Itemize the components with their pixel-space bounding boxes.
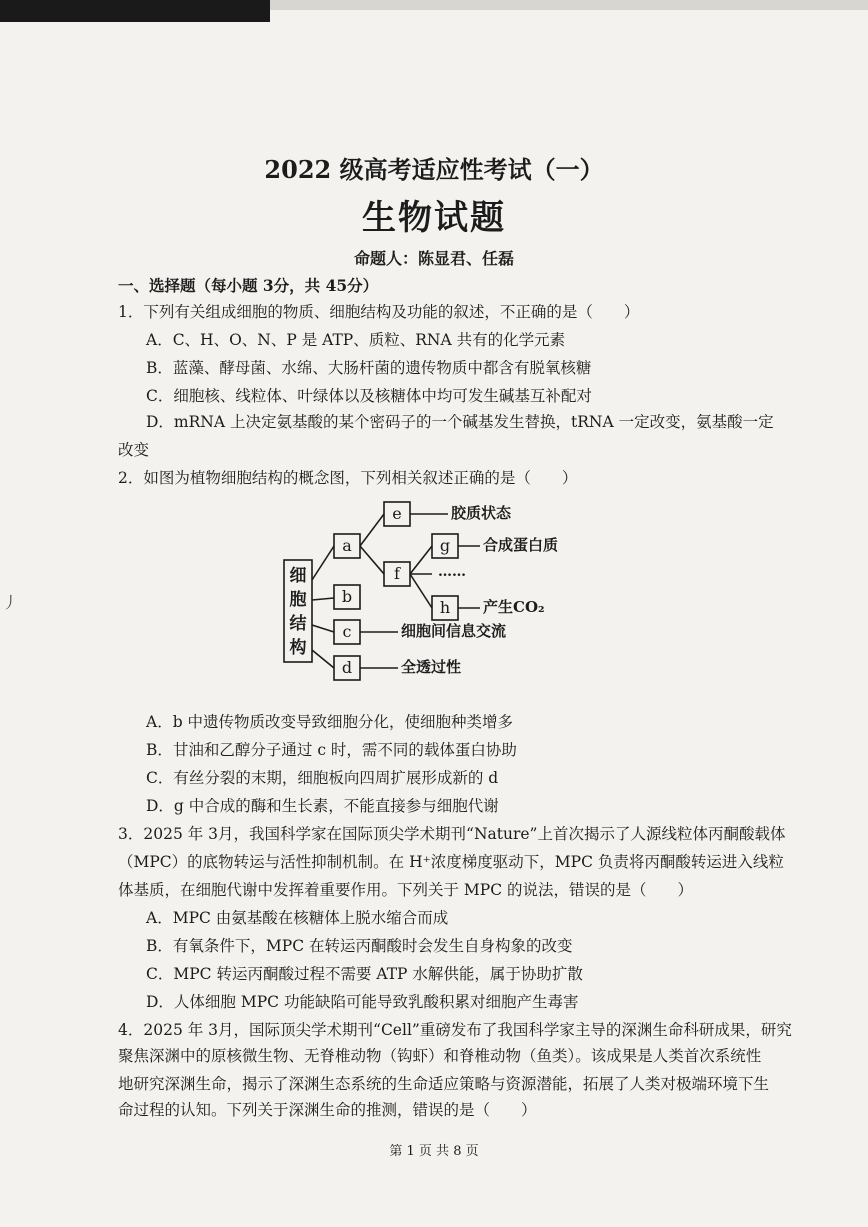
q4-stem-line3: 地研究深渊生命，揭示了深渊生态系统的生命适应策略与资源潜能，拓展了人类对极端环境下生 [118, 1075, 770, 1093]
node-a: a [342, 536, 352, 555]
q3-option-d: D．人体细胞 MPC 功能缺陷可能导致乳酸积累对细胞产生毒害 [146, 993, 579, 1011]
root-label [284, 564, 312, 660]
node-b: b [341, 587, 353, 606]
root-char-3: 结 [289, 614, 307, 634]
q3-option-c: C．MPC 转运丙酮酸过程不需要 ATP 水解供能，属于协助扩散 [146, 965, 583, 983]
node-d: d [341, 658, 353, 677]
scan-edge-dark [0, 0, 270, 22]
section-heading: 一、选择题（每小题 3分，共 45分） [118, 276, 379, 295]
label-c: 细胞间信息交流 [401, 622, 507, 640]
label-f: …… [438, 564, 466, 580]
q1-option-c: C．细胞核、线粒体、叶绿体以及核糖体中均可发生碱基互补配对 [146, 387, 592, 405]
label-h: 产生CO₂ [483, 598, 545, 616]
q1-option-b: B．蓝藻、酵母菌、水绵、大肠杆菌的遗传物质中都含有脱氧核糖 [146, 359, 592, 377]
node-h: h [439, 598, 451, 617]
q4-stem-line1: 4．2025 年 3月，国际顶尖学术期刊“Cell”重磅发布了我国科学家主导的深渊生命科研成果，研究 [118, 1021, 792, 1039]
node-e: e [392, 504, 402, 523]
author-line: 命题人：陈显君、任磊 [353, 249, 514, 268]
q3-stem-line1: 3．2025 年 3月，我国科学家在国际顶尖学术期刊“Nature”上首次揭示了人源线粒体丙酮酸载体 [118, 825, 786, 843]
label-g: 合成蛋白质 [483, 536, 559, 554]
node-g: g [439, 536, 451, 555]
q4-stem-line4: 命过程的认知。下列关于深渊生命的推测，错误的是（ ） [118, 1101, 537, 1119]
q1-option-a: A．C、H、O、N、P 是 ATP、质粒、RNA 共有的化学元素 [146, 331, 566, 349]
q2-option-d: D．g 中合成的酶和生长素，不能直接参与细胞代谢 [146, 797, 499, 815]
subject-title: 生物试题 [362, 198, 506, 238]
q1-stem: 1．下列有关组成细胞的物质、细胞结构及功能的叙述，不正确的是（ ） [118, 303, 640, 321]
node-f: f [394, 564, 400, 583]
scan-margin-mark: 丿 [2, 593, 19, 612]
q1-option-d: D．mRNA 上决定氨基酸的某个密码子的一个碱基发生替换，tRNA 一定改变，氨基酸一定 [146, 413, 774, 431]
q2-option-a: A．b 中遗传物质改变导致细胞分化，使细胞种类增多 [146, 713, 514, 731]
root-char-2: 胞 [289, 590, 307, 610]
scan-edge-light [270, 0, 868, 10]
q3-stem-line3: 体基质，在细胞代谢中发挥着重要作用。下列关于 MPC 的说法，错误的是（ ） [118, 881, 694, 899]
node-c: c [342, 622, 352, 641]
page-footer: 第 1 页 共 8 页 [389, 1144, 479, 1159]
q3-option-a: A．MPC 由氨基酸在核糖体上脱水缩合而成 [146, 909, 449, 927]
label-d: 全透过性 [401, 658, 462, 676]
q3-stem-line2: （MPC）的底物转运与活性抑制机制。在 H⁺浓度梯度驱动下，MPC 负责将丙酮酸转运进入线粒 [118, 853, 784, 871]
q3-option-b: B．有氧条件下，MPC 在转运丙酮酸时会发生自身构象的改变 [146, 937, 573, 955]
q1-option-d-cont: 改变 [118, 441, 150, 459]
q2-option-b: B．甘油和乙醇分子通过 c 时，需不同的载体蛋白协助 [146, 741, 517, 759]
label-e: 胶质状态 [451, 504, 512, 522]
cell-structure-concept-map [270, 490, 570, 700]
exam-title: 2022 级高考适应性考试（一） [264, 155, 604, 184]
q4-stem-line2: 聚焦深渊中的原核微生物、无脊椎动物（钩虾）和脊椎动物（鱼类）。该成果是人类首次系统性 [118, 1047, 762, 1065]
root-char-1: 细 [289, 566, 307, 586]
root-char-4: 构 [289, 638, 307, 658]
q2-option-c: C．有丝分裂的末期，细胞板向四周扩展形成新的 d [146, 769, 499, 787]
q2-stem: 2．如图为植物细胞结构的概念图，下列相关叙述正确的是（ ） [118, 469, 578, 487]
